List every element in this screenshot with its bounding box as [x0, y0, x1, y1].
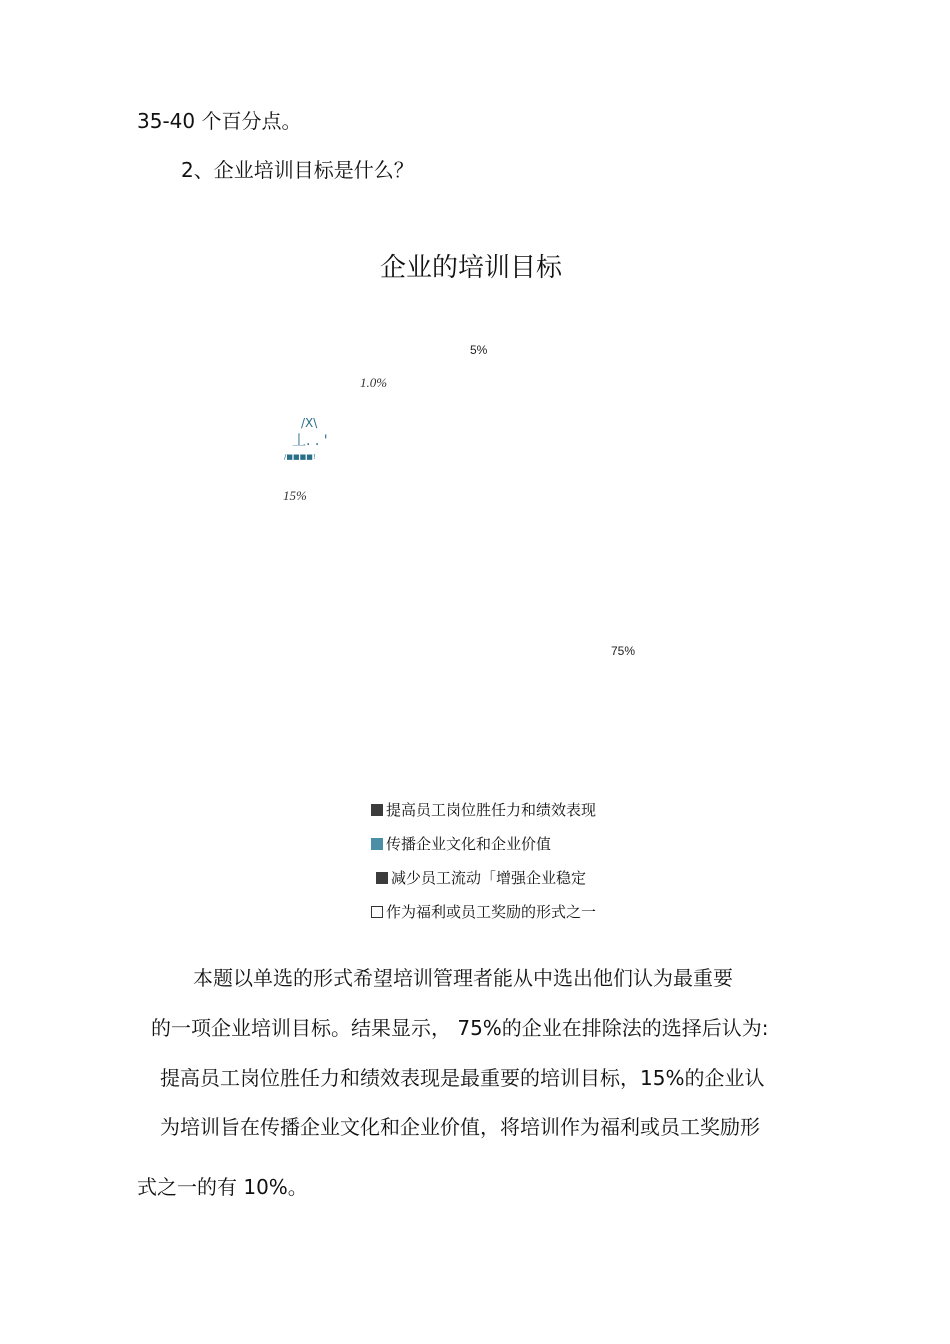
data-label-75pct: 75% [611, 644, 636, 658]
paragraph-line: 式之一的有 10%。 [137, 1175, 308, 1199]
chart-title: 企业的培训目标 [380, 253, 563, 283]
chart-artifact-bottom: /■■■■! [284, 453, 316, 461]
legend-item [371, 902, 596, 922]
legend-label: 传播企业文化和企业价值 [386, 835, 552, 853]
legend-label: 减少员工流动「增强企业稳定 [391, 869, 587, 887]
legend-item [371, 834, 551, 854]
paragraph-line: 为培训旨在传播企业文化和企业价值，将培训作为福利或员工奖励形 [160, 1115, 760, 1139]
legend-item [376, 868, 586, 888]
legend-label: 作为福利或员工奖励的形式之一 [386, 903, 597, 921]
data-label-10pct: 1.0% [360, 375, 388, 390]
question-heading: 2、企业培训目标是什么？ [181, 158, 414, 182]
data-label-15pct: 15% [283, 488, 307, 503]
paragraph-line: 的一项企业培训目标。结果显示， 75%的企业在排除法的选择后认为: [151, 1016, 769, 1040]
chart-artifact-mid: 丄. . ' [292, 433, 328, 449]
legend-item [371, 800, 596, 820]
legend-swatch [376, 872, 388, 884]
legend-swatch [371, 838, 383, 850]
intro-line: 35-40 个百分点。 [137, 109, 302, 133]
legend-label: 提高员工岗位胜任力和绩效表现 [386, 801, 597, 819]
chart-artifact-top: /X\ [301, 416, 318, 430]
data-label-5pct: 5% [470, 343, 488, 357]
legend-swatch [371, 804, 383, 816]
legend-swatch [371, 906, 383, 918]
paragraph-line: 本题以单选的形式希望培训管理者能从中选出他们认为最重要 [193, 966, 733, 990]
paragraph-line: 提高员工岗位胜任力和绩效表现是最重要的培训目标，15%的企业认 [160, 1066, 765, 1090]
